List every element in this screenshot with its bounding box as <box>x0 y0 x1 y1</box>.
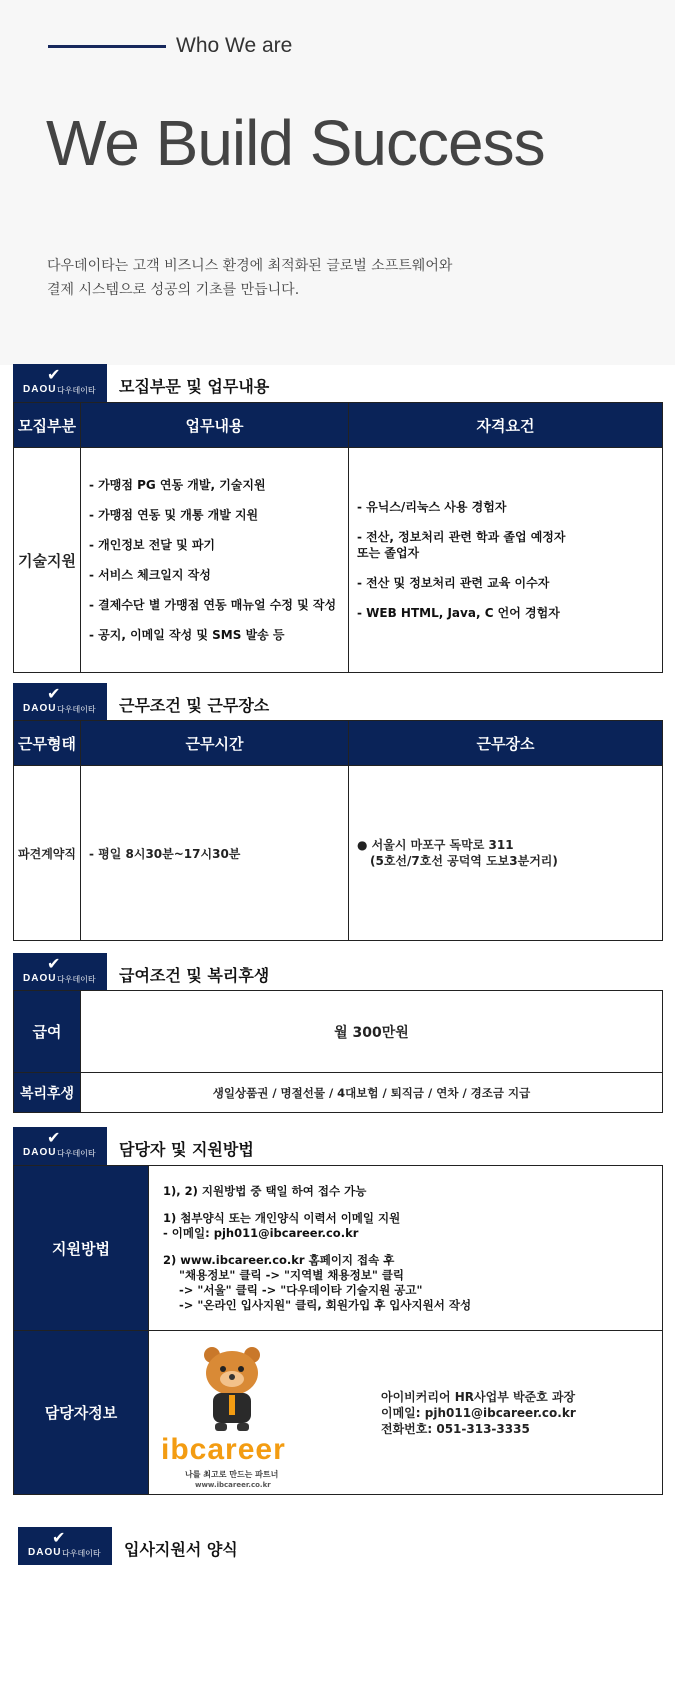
logo-brand-ko: 다우데이타 <box>62 1549 101 1558</box>
apply-table <box>13 1165 663 1495</box>
hero-subtitle: Who We are <box>176 34 293 57</box>
hero-accent-line <box>48 45 166 48</box>
logo-brand-ko: 다우데이타 <box>57 705 96 714</box>
work-type-cell: 파견계약직 <box>14 766 81 941</box>
hero-desc-line: 결제 시스템으로 성공의 기초를 만듭니다. <box>47 282 300 298</box>
bird-icon: ✔ <box>47 365 61 384</box>
daou-logo <box>13 953 107 991</box>
bird-icon: ✔ <box>52 1528 66 1547</box>
logo-brand: DAOU <box>23 703 57 714</box>
method-cell <box>149 1166 663 1331</box>
brand-url: www.ibcareer.co.kr <box>195 1481 271 1489</box>
section-title: 급여조건 및 복리후생 <box>119 966 270 985</box>
recruit-table <box>13 402 663 673</box>
bird-icon: ✔ <box>47 954 61 973</box>
hero-description <box>47 254 452 302</box>
apply-line: - 이메일: pjh011@ibcareer.co.kr <box>163 1225 359 1240</box>
hero-desc-line: 다우데이타는 고객 비즈니스 환경에 최적화된 글로벌 소프트웨어와 <box>47 258 453 274</box>
header-cell: 근무시간 <box>81 721 349 766</box>
section-title: 입사지원서 양식 <box>124 1540 238 1559</box>
apply-note: 1), 2) 지원방법 중 택일 하여 접수 가능 <box>163 1183 367 1198</box>
position-cell: 기술지원 <box>14 448 81 673</box>
place-line: (5호선/7호선 공덕역 도보3분거리) <box>370 854 558 868</box>
section-title: 담당자 및 지원방법 <box>119 1140 254 1159</box>
list-item: - 서비스 체크일지 작성 <box>89 568 211 582</box>
header-cell: 근무장소 <box>349 721 663 766</box>
method-label: 지원방법 <box>14 1166 149 1331</box>
contact-cell <box>149 1331 663 1495</box>
section-title: 근무조건 및 근무장소 <box>119 696 270 715</box>
logo-brand: DAOU <box>23 1147 57 1158</box>
logo-brand-ko: 다우데이타 <box>57 1149 96 1158</box>
apply-line: 1) 첨부양식 또는 개인양식 이력서 이메일 지원 <box>163 1210 401 1225</box>
list-item: - 결제수단 별 가맹점 연동 매뉴얼 수정 및 작성 <box>89 598 337 612</box>
apply-line: -> "온라인 입사지원" 클릭, 회원가입 후 입사지원서 작성 <box>179 1297 472 1312</box>
list-item: - 유닉스/리눅스 사용 경험자 <box>357 500 507 514</box>
contact-line: 전화번호: 051-313-3335 <box>381 1422 530 1436</box>
contact-info <box>381 1389 576 1437</box>
work-table <box>13 720 663 941</box>
bird-icon: ✔ <box>47 1128 61 1147</box>
hero-title: We Build Success <box>46 107 545 179</box>
apply-line: "채용정보" 클릭 -> "지역별 채용정보" 클릭 <box>179 1267 405 1282</box>
logo-brand-ko: 다우데이타 <box>57 975 96 984</box>
daou-logo <box>18 1527 112 1565</box>
logo-brand: DAOU <box>23 384 57 395</box>
place-line: ● 서울시 마포구 독막로 311 <box>357 838 514 852</box>
brand-tagline: 나를 최고로 만드는 파트너 <box>185 1470 279 1479</box>
header-cell: 근무형태 <box>14 721 81 766</box>
benefit-label: 복리후생 <box>14 1073 81 1113</box>
list-item: - 개인정보 전달 및 파기 <box>89 538 216 552</box>
contact-line: 아이비커리어 HR사업부 박준호 과장 <box>381 1390 576 1404</box>
header-cell: 자격요건 <box>349 403 663 448</box>
section-title: 모집부문 및 업무내용 <box>119 377 270 396</box>
contact-label: 담당자정보 <box>14 1331 149 1495</box>
daou-logo <box>13 683 107 721</box>
list-item: - 가맹점 연동 및 개통 개발 지원 <box>89 508 259 522</box>
header-cell: 모집부분 <box>14 403 81 448</box>
list-item: - 가맹점 PG 연동 개발, 기술지원 <box>89 478 266 492</box>
header-cell: 업무내용 <box>81 403 349 448</box>
bird-icon: ✔ <box>47 684 61 703</box>
list-item: - WEB HTML, Java, C 언어 경험자 <box>357 606 560 620</box>
ibcareer-logo <box>157 1345 307 1489</box>
requirements-cell <box>349 448 663 673</box>
logo-brand: DAOU <box>28 1547 62 1558</box>
list-item: - 전산, 정보처리 관련 학과 졸업 예정자 또는 졸업자 <box>357 530 566 560</box>
list-item: - 공지, 이메일 작성 및 SMS 발송 등 <box>89 628 285 642</box>
brand-name: ibcareer <box>161 1433 286 1466</box>
salary-label: 급여 <box>14 991 81 1073</box>
salary-value: 월 300만원 <box>81 991 663 1073</box>
duties-cell <box>81 448 349 673</box>
daou-logo <box>13 364 107 402</box>
logo-brand: DAOU <box>23 973 57 984</box>
pay-table <box>13 990 663 1113</box>
hero-section <box>0 0 675 365</box>
benefit-value: 생일상품권 / 명절선물 / 4대보험 / 퇴직금 / 연차 / 경조금 지급 <box>81 1073 663 1113</box>
apply-line: 2) www.ibcareer.co.kr 홈페이지 접속 후 <box>163 1252 395 1267</box>
apply-line: -> "서울" 클릭 -> "다우데이타 기술지원 공고" <box>179 1282 423 1297</box>
work-place-cell <box>349 766 663 941</box>
work-hours-cell: - 평일 8시30분~17시30분 <box>81 766 349 941</box>
contact-line: 이메일: pjh011@ibcareer.co.kr <box>381 1406 576 1420</box>
logo-brand-ko: 다우데이타 <box>57 386 96 395</box>
daou-logo <box>13 1127 107 1165</box>
list-item: - 전산 및 정보처리 관련 교육 이수자 <box>357 576 550 590</box>
